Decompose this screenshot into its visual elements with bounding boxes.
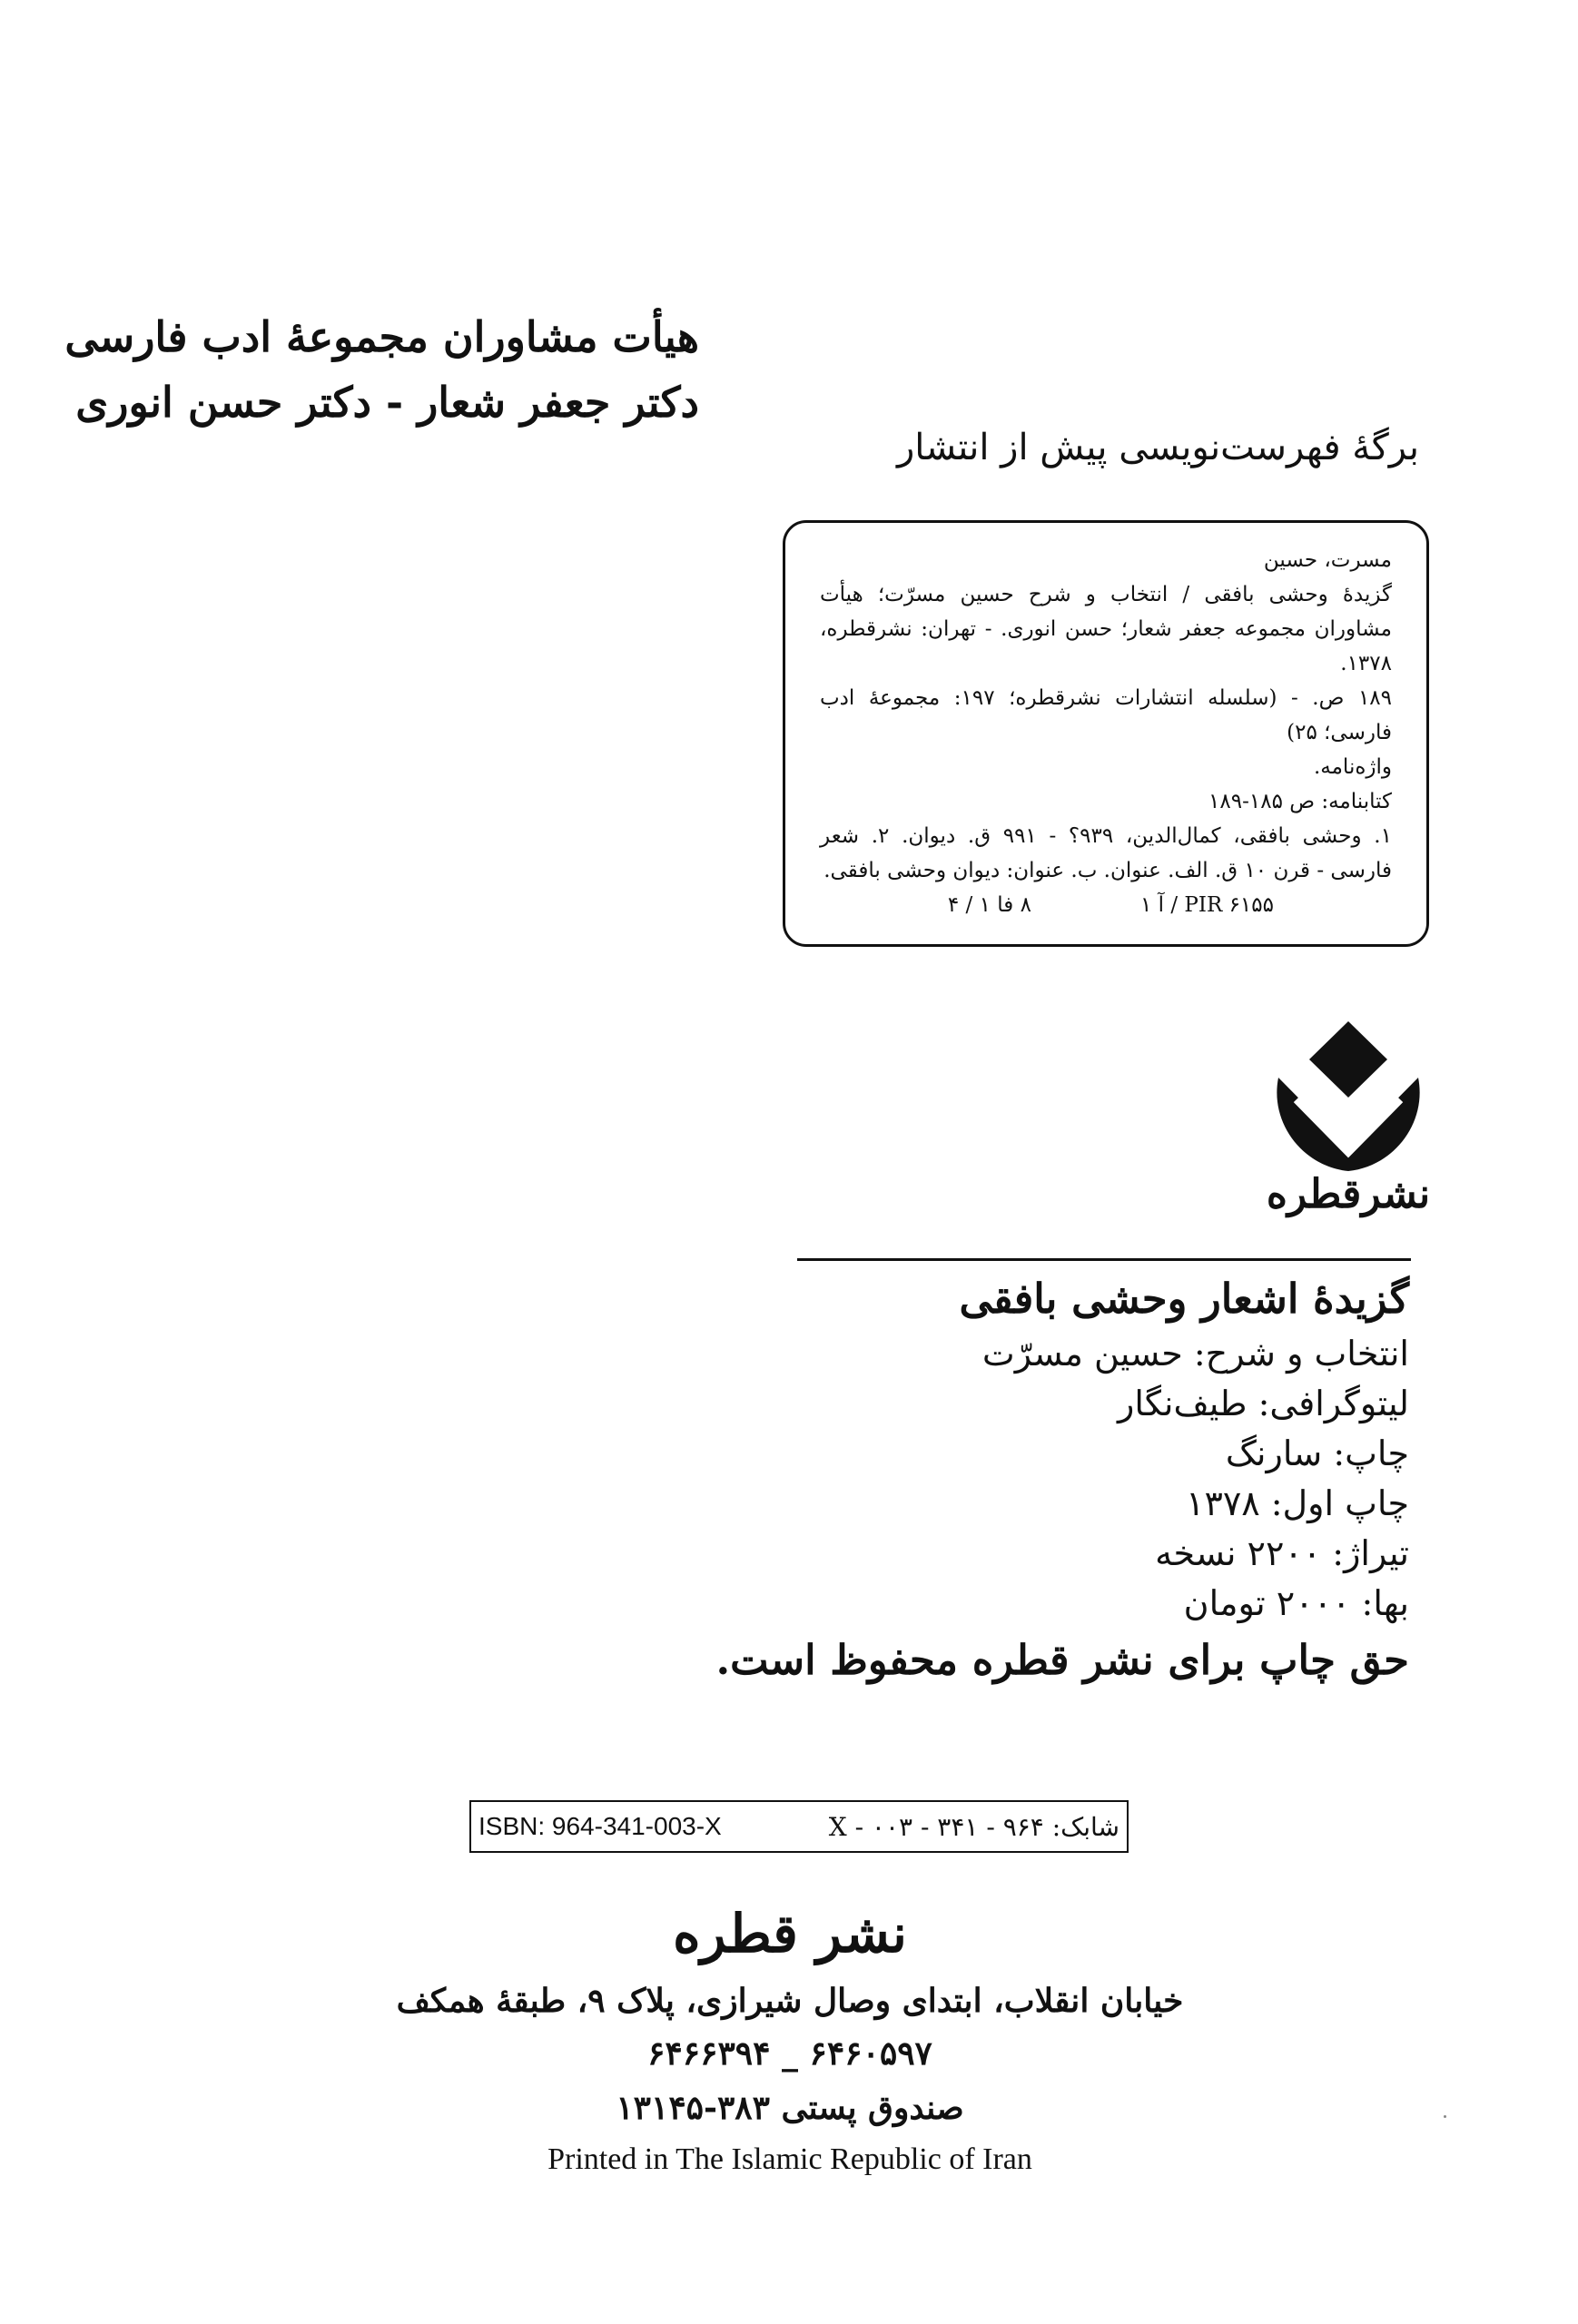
- lithography-line: لیتوگرافی: طیف‌نگار: [1117, 1384, 1409, 1423]
- copyright-line: حق چاپ برای نشر قطره محفوظ است.: [715, 1636, 1409, 1684]
- card-body: گزیدهٔ وحشی بافقی / انتخاب و شرح حسین مسرّت؛ هیأت مشاوران مجموعه جعفر شعار؛ حسن انوری. - تهران: نشرقطره، ۱۳۷۸.: [820, 583, 1392, 675]
- advisory-board-members: دکتر جعفر شعار - دکتر حسن انوری: [75, 378, 699, 427]
- isbn-box: [469, 1800, 1129, 1853]
- selection-line: انتخاب و شرح: حسین مسرّت: [981, 1334, 1409, 1374]
- card-subjects: ۱. وحشی بافقی، کمال‌الدین، ۹۳۹؟ - ۹۹۱ ق. دیوان. ۲. شعر فارسی - قرن ۱۰ ق. الف. عنوان. ب. عنوان: دیوان وحشی بافقی.: [820, 824, 1392, 882]
- card-author: مسرت، حسین: [1263, 548, 1392, 572]
- printed-in: Printed in The Islamic Republic of Iran: [547, 2142, 1032, 2176]
- card-glossary: واژه‌نامه.: [1313, 755, 1392, 779]
- circulation-line: تیراژ: ۲۲۰۰ نسخه: [1155, 1533, 1409, 1573]
- publisher-name: نشر قطره: [673, 1903, 907, 1965]
- price-line: بها: ۲۰۰۰ تومان: [1183, 1583, 1409, 1623]
- isbn-latin: ISBN: 964-341-003-X: [478, 1812, 722, 1840]
- advisory-board-title: هیأت مشاوران مجموعهٔ ادب فارسی: [64, 312, 699, 361]
- advisory-board: [64, 304, 699, 435]
- first-edition-line: چاپ اول: ۱۳۷۸: [1186, 1483, 1409, 1523]
- colophon: [683, 1269, 1409, 1692]
- book-title: گزیدهٔ اشعار وحشی بافقی: [959, 1275, 1409, 1323]
- publisher-info: [272, 1893, 1307, 2136]
- printing-line: چاپ: سارنگ: [1225, 1433, 1409, 1473]
- scan-speck: [1444, 2115, 1446, 2118]
- publisher-address: خیابان انقلاب، ابتدای وصال شیرازی، پلاک ۹، طبقهٔ همکف: [396, 1982, 1184, 2020]
- isbn-persian: شابک: X - ۰۰۳ - ۳۴۱ - ۹۶۴: [828, 1811, 1119, 1842]
- publisher-phones: ۶۴۶۰۵۹۷ _ ۶۴۶۶۳۹۴: [647, 2034, 932, 2073]
- card-dewey: ۸ فا ۱ / ۴: [947, 893, 1031, 917]
- card-classification: [820, 888, 1392, 922]
- card-call-number: PIR ۶۱۵۵ / آ ۱: [1139, 893, 1274, 917]
- cip-heading: برگهٔ فهرست‌نویسی پیش از انتشار: [896, 427, 1419, 468]
- catalog-card: [783, 520, 1429, 947]
- card-bibliography: کتابنامه: ص ۱۸۵-۱۸۹: [1208, 790, 1392, 813]
- logo-wordmark: نشرقطره: [1266, 1171, 1431, 1217]
- divider: [797, 1258, 1411, 1261]
- card-series: ۱۸۹ ص. - (سلسله انتشارات نشرقطره؛ ۱۹۷: مجموعهٔ ادب فارسی؛ ۲۵): [820, 686, 1392, 744]
- publisher-po-box: صندوق پستی ۳۸۳-۱۳۱۴۵: [616, 2089, 964, 2127]
